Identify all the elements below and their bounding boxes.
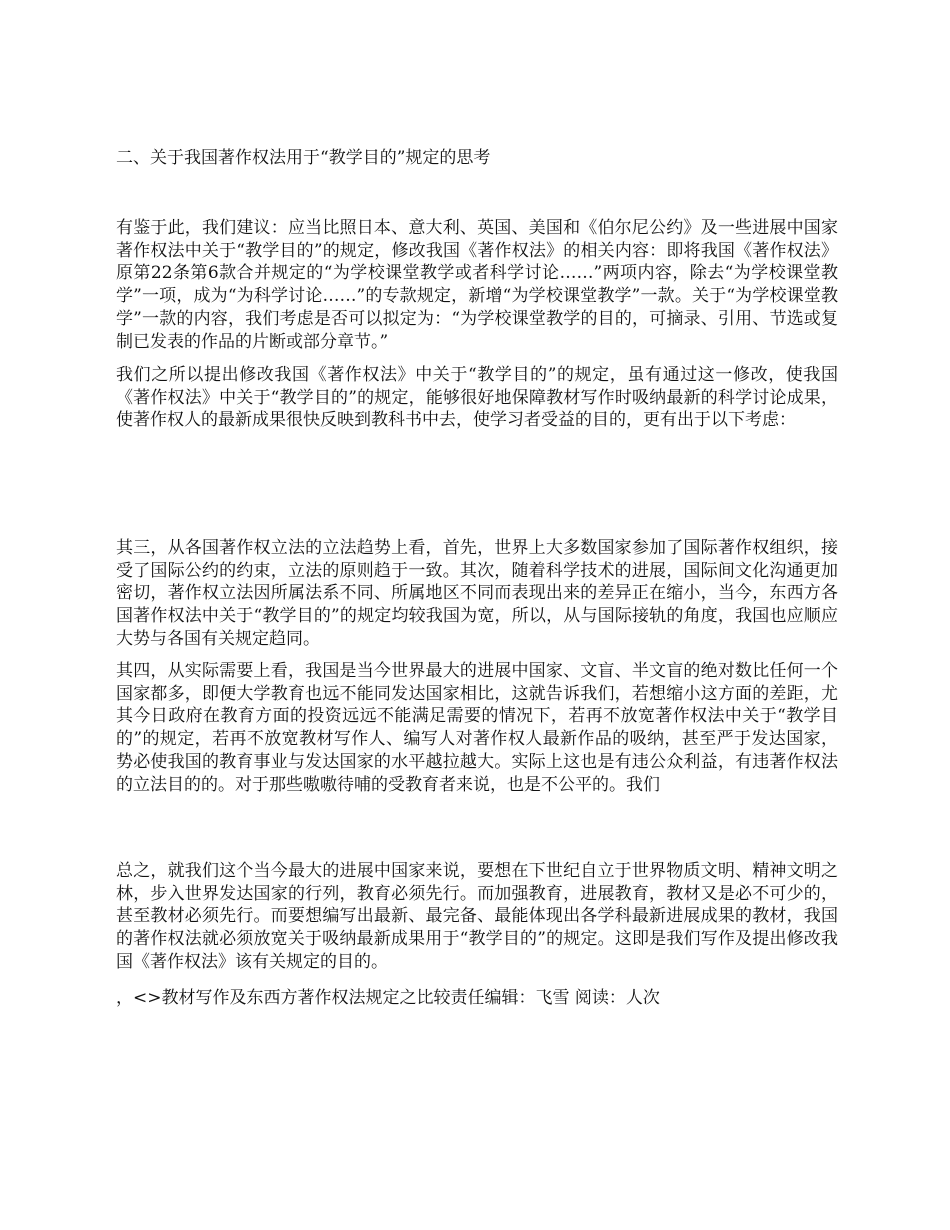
paragraph-proposal: 有鉴于此，我们建议：应当比照日本、意大利、英国、美国和《伯尔尼公约》及一些进展中国家著作权法中关于“教学目的”的规定，修改我国《著作权法》的相关内容：即将我国《著作权法》原第22条第6款合并规定的“为学校课堂教学或者科学讨论……”两项内容，除去“为学校课堂教学”一项，成为“为科学讨论……”的专款规定，新增“为学校课堂教学”一款。关于“为学校课堂教学”一款的内容，我们考虑是否可以拟定为：“为学校课堂教学的目的，可摘录、引用、节选或复制已发表的作品的片断或部分章节。”: [116, 218, 838, 352]
article-footer-line: ，<>教材写作及东西方著作权法规定之比较责任编辑：飞雪 阅读：人次: [116, 988, 660, 1008]
paragraph-reasons: 我们之所以提出修改我国《著作权法》中关于“教学目的”的规定，虽有通过这一修改，使我国《著作权法》中关于“教学目的”的规定，能够很好地保障教材写作时吸纳最新的科学讨论成果，使著作权人的最新成果很快反映到教科书中去，使学习者受益的目的，更有出于以下考虑：: [116, 365, 838, 431]
section-heading: 二、关于我国著作权法用于“教学目的”规定的思考: [116, 148, 491, 168]
paragraph-fourth-point: 其四，从实际需要上看，我国是当今世界最大的进展中国家、文盲、半文盲的绝对数比任何一个国家都多，即便大学教育也远不能同发达国家相比，这就告诉我们，若想缩小这方面的差距，尤其今日政府在教育方面的投资远远不能满足需要的情况下，若再不放宽著作权法中关于“教学目的”的规定，若再不放宽教材写作人、编写人对著作权人最新作品的吸纳，甚至严于发达国家，势必使我国的教育事业与发达国家的水平越拉越大。实际上这也是有违公众利益，有违著作权法的立法目的的。对于那些嗷嗷待哺的受教育者来说，也是不公平的。我们: [116, 661, 838, 795]
paragraph-third-point: 其三，从各国著作权立法的立法趋势上看，首先，世界上大多数国家参加了国际著作权组织，接受了国际公约的约束，立法的原则趋于一致。其次，随着科学技术的进展，国际间文化沟通更加密切，著作权立法因所属法系不同、所属地区不同而表现出来的差异正在缩小，当今，东西方各国著作权法中关于“教学目的”的规定均较我国为宽，所以，从与国际接轨的角度，我国也应顺应大势与各国有关规定趋同。: [116, 538, 838, 649]
paragraph-conclusion: 总之，就我们这个当今最大的进展中国家来说，要想在下世纪自立于世界物质文明、精神文明之林，步入世界发达国家的行列，教育必须先行。而加强教育，进展教育，教材又是必不可少的，甚至教材必须先行。而要想编写出最新、最完备、最能体现出各学科最新进展成果的教材，我国的著作权法就必须放宽关于吸纳最新成果用于“教学目的”的规定。这即是我们写作及提出修改我国《著作权法》该有关规定的目的。: [116, 861, 838, 972]
